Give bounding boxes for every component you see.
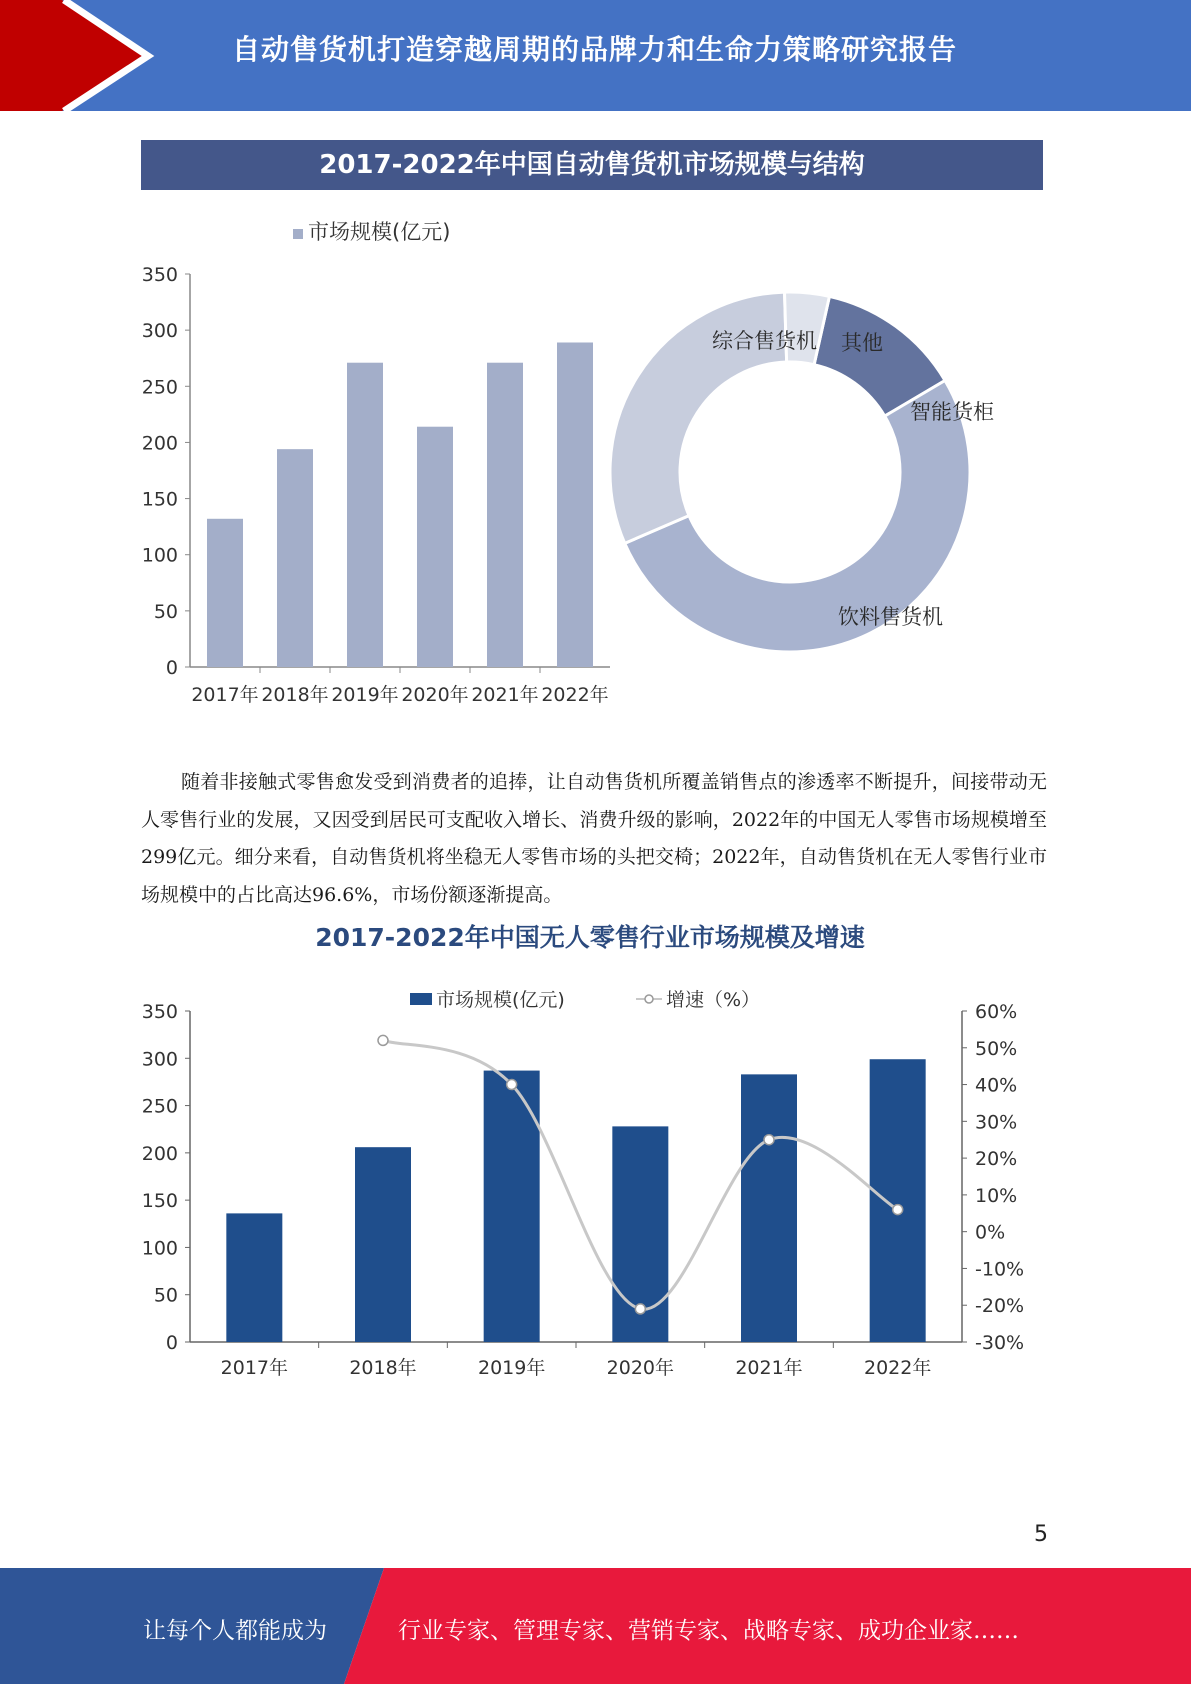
legend-bar-label: 市场规模(亿元) (436, 989, 565, 1011)
bar (557, 342, 593, 667)
growth-point (893, 1205, 903, 1215)
chart1-title: 2017-2022年中国自动售货机市场规模与结构 (319, 150, 865, 180)
y-tick-label: 300 (141, 1048, 178, 1071)
y-tick-label: 350 (141, 1001, 178, 1023)
y-tick-label: 150 (141, 488, 178, 511)
bar (741, 1074, 797, 1342)
bar (226, 1213, 282, 1342)
page-footer (0, 1568, 1191, 1684)
y-tick-label: 0 (165, 1332, 178, 1354)
header-red-arrow (0, 0, 148, 111)
y-tick-label: 0 (165, 657, 178, 679)
y2-tick-label: 10% (975, 1184, 1018, 1207)
legend-label: 市场规模(亿元) (308, 220, 451, 244)
x-tick-label: 2022年 (541, 684, 609, 706)
growth-point (378, 1035, 388, 1045)
donut-label: 其他 (841, 331, 883, 355)
legend-swatch (293, 229, 303, 239)
y-tick-label: 350 (141, 264, 178, 286)
report-title: 自动售货机打造穿越周期的品牌力和生命力策略研究报告 (232, 33, 958, 66)
footer-slogan-right: 行业专家、管理专家、营销专家、战略专家、成功企业家…… (398, 1618, 1019, 1644)
x-tick-label: 2021年 (471, 684, 539, 706)
vending-market-chart (130, 192, 1050, 712)
y2-tick-label: 60% (975, 1001, 1018, 1023)
page-number: 5 (1034, 1522, 1048, 1547)
bar (870, 1059, 926, 1342)
body-paragraph: 随着非接触式零售愈发受到消费者的追捧，让自动售货机所覆盖销售点的渗透率不断提升，间接带动无人零售行业的发展，又因受到居民可支配收入增长、消费升级的影响，2022年的中国无人零售市场规模增至299亿元。细分来看，自动售货机将坐稳无人零售市场的头把交椅；2022年，自动售货机在无人零售行业市场规模中的占比高达96.6%，市场份额逐渐提高。 (141, 771, 1047, 906)
growth-point (635, 1304, 645, 1314)
bar (355, 1147, 411, 1342)
x-tick-label: 2022年 (863, 1357, 932, 1379)
footer-slogan-left: 让每个人都能成为 (143, 1618, 327, 1644)
bar (347, 363, 383, 667)
x-tick-label: 2018年 (261, 684, 329, 706)
donut-label: 智能货柜 (910, 400, 994, 424)
y-tick-label: 150 (141, 1190, 178, 1213)
x-tick-label: 2018年 (349, 1357, 417, 1379)
bar (487, 363, 523, 667)
x-tick-label: 2020年 (401, 684, 469, 706)
bar (277, 449, 313, 667)
x-tick-label: 2021年 (735, 1357, 803, 1379)
chart2-title: 2017-2022年中国无人零售行业市场规模及增速 (315, 923, 865, 952)
chart1-title-banner (141, 140, 1043, 190)
x-tick-label: 2019年 (331, 684, 399, 706)
legend-bar-swatch (410, 993, 432, 1005)
x-tick-label: 2020年 (606, 1357, 675, 1379)
y2-tick-label: 30% (975, 1111, 1018, 1134)
y-tick-label: 250 (141, 376, 178, 399)
y2-tick-label: 20% (975, 1148, 1018, 1171)
donut-label: 综合售货机 (712, 329, 817, 353)
growth-point (507, 1080, 517, 1090)
bar (417, 427, 453, 667)
x-tick-label: 2017年 (220, 1357, 289, 1379)
y-tick-label: 100 (141, 544, 178, 567)
y-tick-label: 200 (141, 1142, 178, 1165)
y-tick-label: 200 (141, 432, 178, 455)
x-tick-label: 2017年 (191, 684, 259, 706)
donut-label: 饮料售货机 (838, 605, 943, 629)
y2-tick-label: -10% (975, 1258, 1025, 1281)
y2-tick-label: 50% (975, 1037, 1018, 1060)
y-tick-label: 50 (153, 1284, 178, 1307)
y2-tick-label: -20% (975, 1295, 1025, 1318)
y-tick-label: 250 (141, 1095, 178, 1118)
legend-line-label: 增速（%） (666, 989, 761, 1011)
y-tick-label: 100 (141, 1237, 178, 1260)
unmanned-retail-chart (130, 918, 1050, 1388)
y2-tick-label: 40% (975, 1074, 1018, 1097)
growth-point (764, 1135, 774, 1145)
legend-line-marker (645, 995, 653, 1003)
y2-tick-label: 0% (975, 1221, 1006, 1244)
page-header (0, 0, 1191, 111)
y-tick-label: 50 (153, 600, 178, 623)
x-tick-label: 2019年 (477, 1357, 546, 1379)
y-tick-label: 300 (141, 320, 178, 343)
y2-tick-label: -30% (975, 1332, 1025, 1354)
bar (207, 519, 243, 667)
